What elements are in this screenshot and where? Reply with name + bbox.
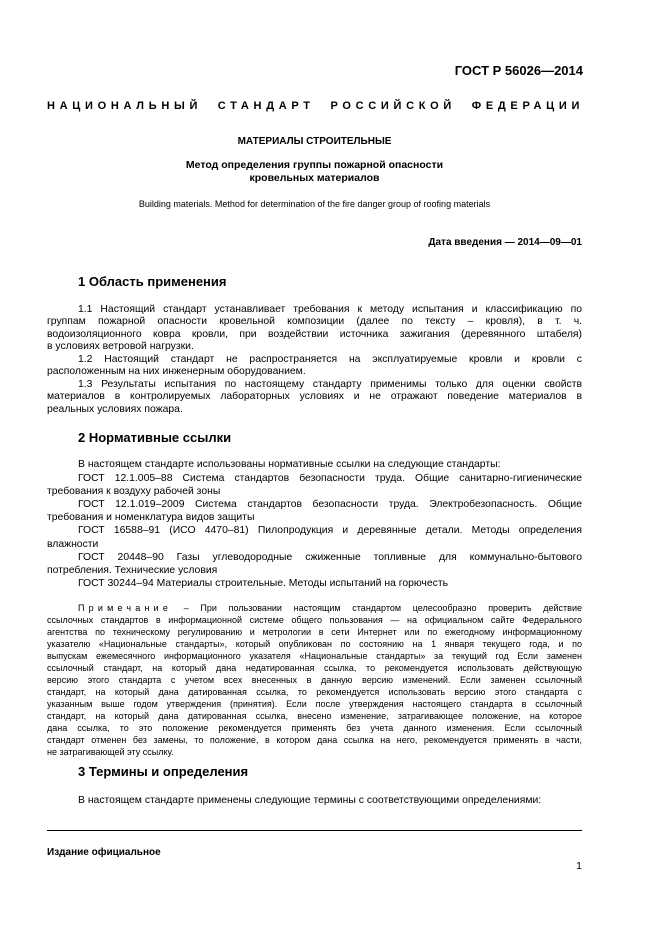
section-body-scope <box>47 304 582 417</box>
section-body-normative-references <box>47 458 582 590</box>
footer-divider <box>47 830 582 831</box>
text-line: водоизоляционного ковра кровли, при воздействии источника зажигания (деревянного штабеля) <box>47 328 582 340</box>
reference-item <box>47 524 582 550</box>
text-line: в условиях ветровой нагрузки. <box>47 341 194 353</box>
text-line: влажности <box>47 538 99 550</box>
text-line: ссылочных стандартов в информационной системе общего пользования — на официальном сайте Федерального <box>47 615 582 625</box>
text-line: ГОСТ 12.1.005–88 Система стандартов безопасности труда. Общие санитарно-гигиенические <box>78 472 582 484</box>
text-line: В настоящем стандарте использованы нормативные ссылки на следующие стандарты: <box>78 459 501 471</box>
text-line: ГОСТ 30244–94 Материалы строительные. Методы испытаний на горючесть <box>78 578 448 590</box>
official-edition-label: Издание официальное <box>47 846 161 858</box>
text-line: стандарт, на который дана датированная ссылка, то рекомендуется использовать версию этого стандарта с <box>47 687 582 697</box>
text-line: 1.2 Настоящий стандарт не распространяется на эксплуатируемые кровли и кровли с <box>78 353 582 365</box>
text-line: агентства по техническому регулированию и метрологии в сети Интернет или по ежегодному информационному <box>47 627 582 637</box>
reference-item <box>47 577 582 590</box>
text-line: 1.3 Результаты испытания по настоящему стандарту применимы только для оценки свойств <box>78 378 582 390</box>
note-block <box>47 602 582 758</box>
text-line: реальных условиях пожара. <box>47 403 183 415</box>
text-line: версию этого стандарта с учетом всех внесенных в данную версию изменений. Если заменен ссылочный <box>47 675 582 685</box>
note-label: Примечание <box>78 603 173 613</box>
text-line: указателю «Национальные стандарты», который опубликован по состоянию на 1 января текущего года, и по <box>47 639 582 649</box>
paragraph-1-2 <box>47 354 582 379</box>
text-line: дана ссылка, то это положение рекомендуется применять без учета данного изменения. Если ссылочный <box>47 723 582 733</box>
paragraph-1-3 <box>47 379 582 417</box>
text-line: ГОСТ 16588–91 (ИСО 4470–81) Пилопродукция и деревянные детали. Методы определения <box>78 525 582 537</box>
text-line <box>47 602 582 614</box>
section-body-terms <box>47 794 582 807</box>
text-line: ГОСТ 20448–90 Газы углеводородные сжиженные топливные для коммунально-бытового <box>78 551 582 563</box>
text-line: требования и номенклатура видов защиты <box>47 512 255 524</box>
reference-item <box>47 472 582 498</box>
subtitle-line: кровельных материалов <box>249 171 380 184</box>
text-line: 1.1 Настоящий стандарт устанавливает требования к методу испытания и классификацию по <box>78 303 582 315</box>
standard-subtitle <box>47 159 582 185</box>
paragraph-1-1 <box>47 304 582 354</box>
text-line: группам пожарной опасности кровельной композиции (далее по тексту – кровля), в т. ч. <box>47 316 582 328</box>
page-number: 1 <box>576 859 582 872</box>
note-text: – При пользовании настоящим стандартом целесообразно проверить действие <box>183 603 582 613</box>
text-line: стандарт, на который дана датированная ссылка, внесено изменение, затрагивающее положение, на которое <box>47 711 582 721</box>
document-number: ГОСТ Р 56026—2014 <box>454 63 583 78</box>
section-heading-scope: 1 Область применения <box>78 274 227 289</box>
text-line: В настоящем стандарте применены следующие термины с соответствующими определениями: <box>78 794 542 806</box>
text-line: материалов в контролируемых лабораторных условиях и не отражают поведение материалов в <box>47 391 582 403</box>
text-line: ГОСТ 12.1.019–2009 Система стандартов безопасности труда. Электробезопасность. Общие <box>78 499 582 510</box>
text-line: выпускам ежемесячного информационного указателя «Национальные стандарты» за текущий год Если заменен <box>47 651 582 661</box>
national-standard-banner: НАЦИОНАЛЬНЫЙ СТАНДАРТ РОССИЙСКОЙ ФЕДЕРАЦИИ <box>47 100 585 112</box>
text-line: потребления. Технические условия <box>47 565 218 577</box>
reference-item <box>47 498 582 524</box>
standard-title: МАТЕРИАЛЫ СТРОИТЕЛЬНЫЕ <box>237 135 392 147</box>
paragraph-intro <box>47 458 582 471</box>
text-line: указанным выше годом утверждения (принятия). Если после утверждения настоящего стандарта в ссылочный <box>47 699 582 709</box>
text-line: ссылочный стандарт, на который дана недатированная ссылка, то рекомендуется использовать действующую <box>47 663 582 673</box>
text-line: расположенным на них инженерным оборудованием. <box>47 366 306 378</box>
text-line: стандарт отменен без замены, то положение, в котором дана ссылка на него, рекомендуется применять в части, <box>47 735 582 745</box>
effective-date: Дата введения — 2014—09—01 <box>428 236 582 248</box>
section-heading-normative-references: 2 Нормативные ссылки <box>78 430 232 445</box>
text-line: требования к воздуху рабочей зоны <box>47 485 221 497</box>
section-heading-terms: 3 Термины и определения <box>78 764 249 779</box>
english-title: Building materials. Method for determination of the fire danger group of roofing materials <box>138 199 491 209</box>
reference-item <box>47 551 582 577</box>
text-line: не затрагивающей эту ссылку. <box>47 747 174 757</box>
subtitle-line: Метод определения группы пожарной опасности <box>185 158 444 171</box>
